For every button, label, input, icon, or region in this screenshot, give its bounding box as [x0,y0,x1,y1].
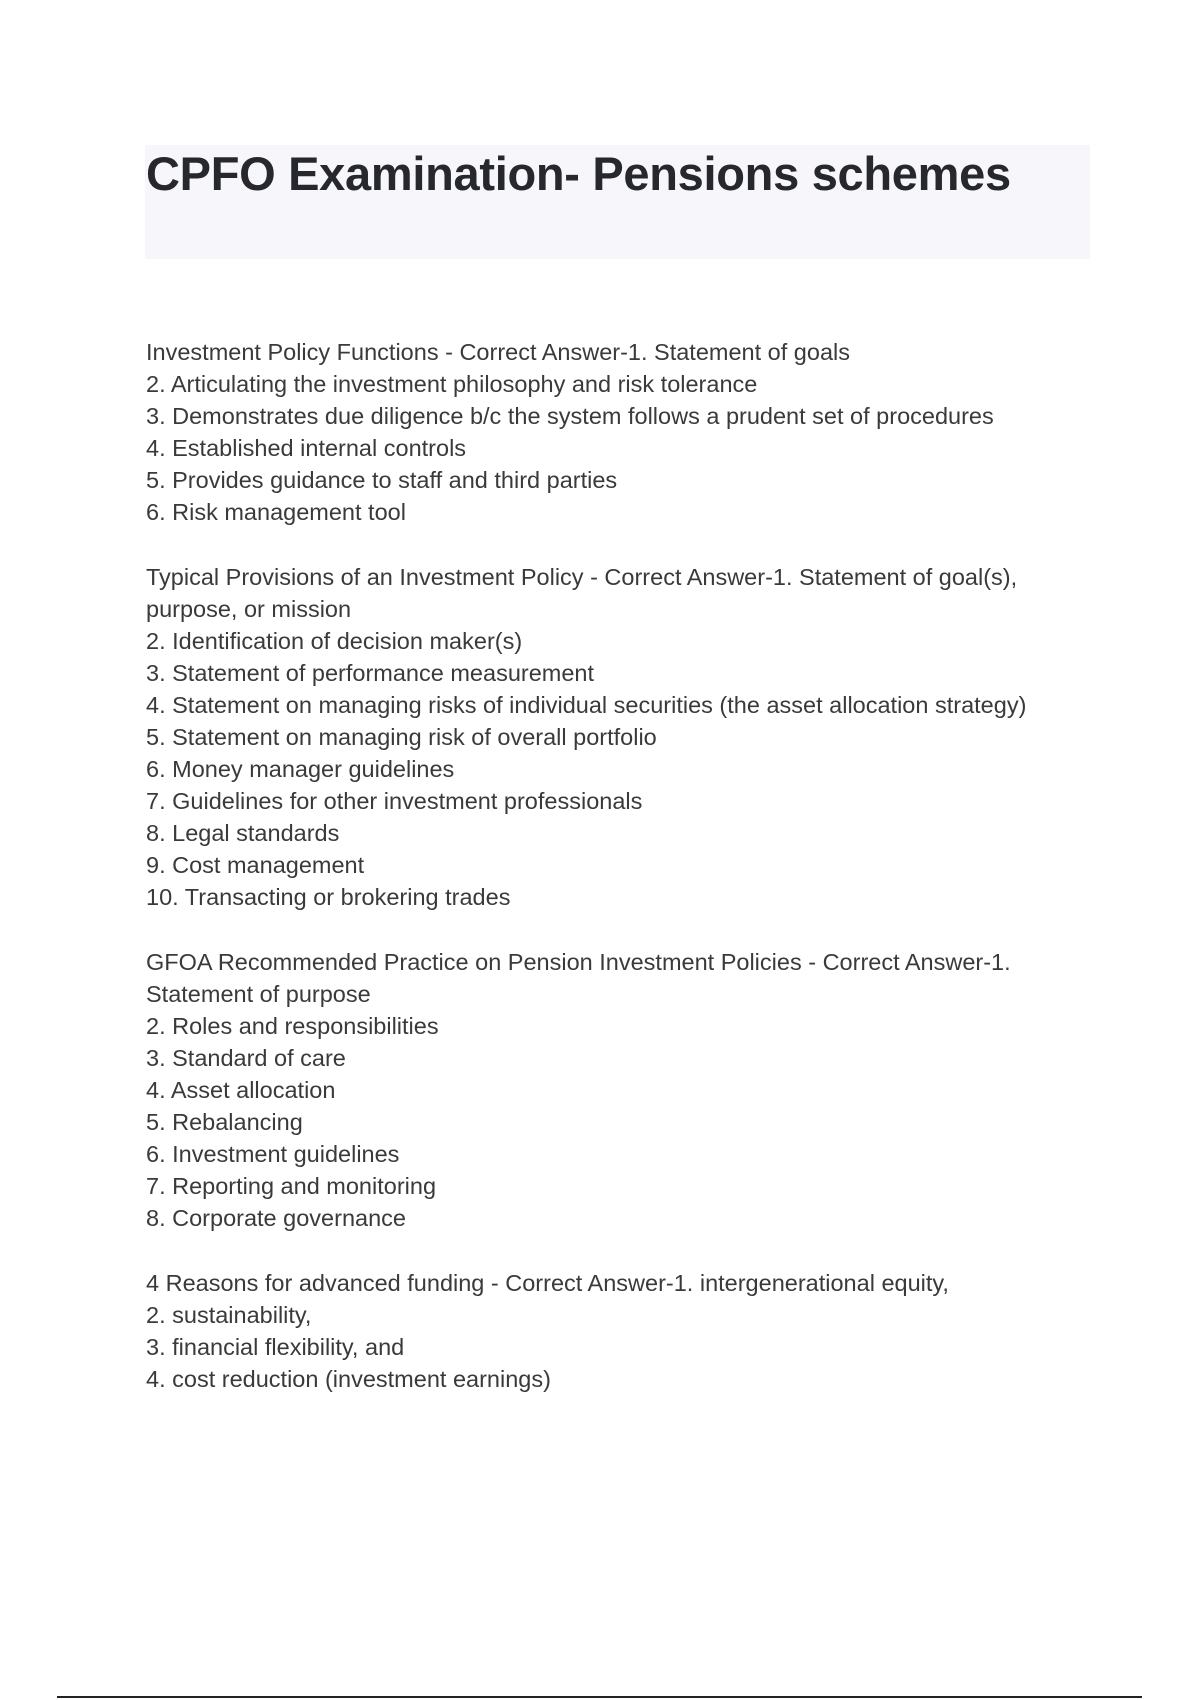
question-line-continued: Statement of purpose [146,981,371,1007]
answer-line: 7. Guidelines for other investment professionals [146,788,643,814]
answer-line: 2. Roles and responsibilities [146,1013,439,1039]
page-bottom-divider [57,1696,1142,1698]
answer-line: 2. Articulating the investment philosophy and risk tolerance [146,371,758,397]
answer-line: 8. Corporate governance [146,1205,406,1231]
answer-line: 2. sustainability, [146,1302,312,1328]
answer-line: 8. Legal standards [146,820,340,846]
answer-line: 6. Risk management tool [146,499,406,525]
answer-line: 4. Asset allocation [146,1077,336,1103]
answer-line: 5. Rebalancing [146,1109,303,1135]
answer-line: 3. Standard of care [146,1045,346,1071]
qa-section-gfoa-recommended-practice [146,946,1076,1234]
answer-line: 4. Established internal controls [146,435,467,461]
answer-line: 3. Demonstrates due diligence b/c the system follows a prudent set of procedures [146,403,994,429]
answer-line: 6. Investment guidelines [146,1141,400,1167]
answer-line: 4. Statement on managing risks of individual securities (the asset allocation strategy) [146,692,1027,718]
question-line: Typical Provisions of an Investment Policy - Correct Answer-1. Statement of goal(s), [146,564,1018,590]
answer-line: 5. Provides guidance to staff and third parties [146,467,618,493]
question-line: GFOA Recommended Practice on Pension Investment Policies - Correct Answer-1. [146,949,1011,975]
answer-line: 10. Transacting or brokering trades [146,884,511,910]
qa-section-investment-policy-functions [146,336,1076,528]
qa-section-typical-provisions [146,561,1076,913]
answer-line: 4. cost reduction (investment earnings) [146,1366,551,1392]
qa-section-advanced-funding [146,1267,1076,1395]
answer-line: 7. Reporting and monitoring [146,1173,437,1199]
answer-line: 6. Money manager guidelines [146,756,455,782]
answer-line: 3. Statement of performance measurement [146,660,595,686]
question-line: Investment Policy Functions - Correct Answer-1. Statement of goals [146,339,850,365]
answer-line: 2. Identification of decision maker(s) [146,628,523,654]
answer-line: 9. Cost management [146,852,365,878]
page-title: CPFO Examination- Pensions schemes [146,147,1011,200]
answer-line: 5. Statement on managing risk of overall portfolio [146,724,657,750]
question-line-continued: purpose, or mission [146,596,352,622]
document-content [146,336,1076,1428]
answer-line: 3. financial flexibility, and [146,1334,405,1360]
question-line: 4 Reasons for advanced funding - Correct Answer-1. intergenerational equity, [146,1270,949,1296]
